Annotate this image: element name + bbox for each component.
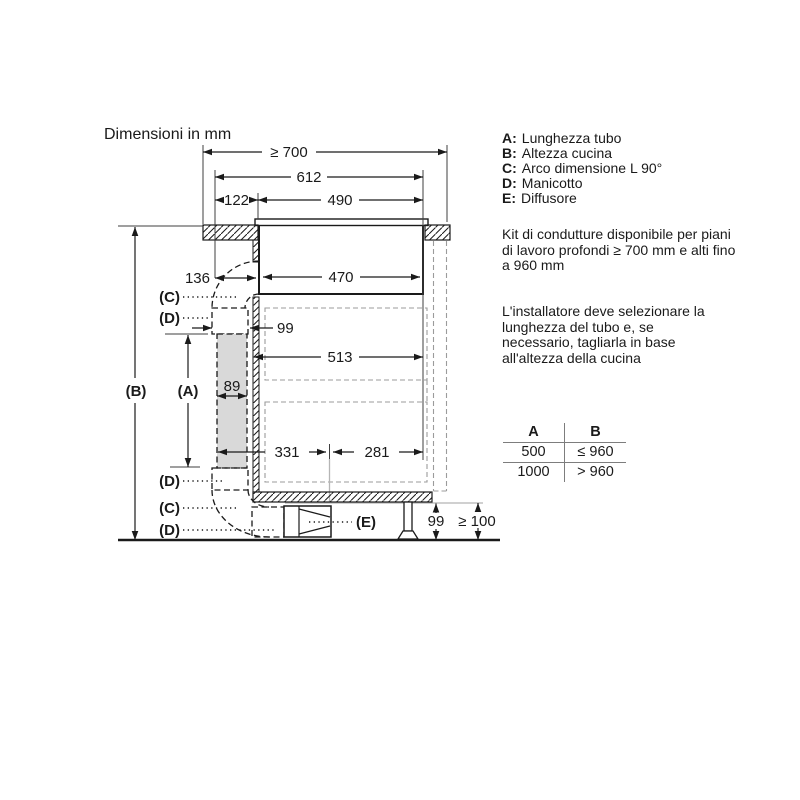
legend-label-d: Manicotto [521, 175, 583, 191]
legend-item-d [502, 176, 662, 191]
note-installer: L'installatore deve selezionare la lunghezza del tubo e, se necessario, tagliarla in base all'altezza della cucina [502, 303, 705, 366]
dim-diffuser-height: 99 [427, 513, 445, 530]
legend-item-a [502, 131, 662, 146]
legend-key-c: C: [502, 160, 517, 176]
dim-plinth-min-height: ≥ 100 [458, 513, 496, 530]
table-header-row [503, 423, 626, 443]
tube [217, 334, 247, 468]
table-row [503, 443, 626, 463]
legend-label-b: Altezza cucina [521, 145, 613, 161]
sleeve-bottom [212, 468, 248, 490]
sleeve-horizontal [252, 507, 284, 537]
dim-worktop-min-depth: ≥ 700 [270, 144, 308, 161]
table-cell-b1: ≤ 960 [565, 443, 627, 463]
callout-D-top: (D) [159, 310, 180, 327]
sleeve-top [212, 308, 248, 334]
dim-bottom-front: 331 [274, 444, 300, 461]
legend-label-e: Diffusore [521, 190, 577, 206]
callout-C-top: (C) [159, 289, 180, 306]
callout-B: (B) [125, 383, 147, 400]
legend-label-a: Lunghezza tubo [521, 130, 622, 146]
callout-D-bottom: (D) [159, 522, 180, 539]
legend-label-c: Arco dimensione L 90° [521, 160, 663, 176]
legend-list [502, 131, 662, 206]
table-header-b: B [565, 423, 627, 443]
cabinet-leg-foot [398, 531, 418, 539]
worktop-left [203, 225, 258, 240]
legend-item-b [502, 146, 662, 161]
cabinet-back-panel [253, 297, 259, 492]
callout-C-bottom: (C) [159, 500, 180, 517]
page-title: Dimensioni in mm [104, 126, 232, 143]
table-row [503, 463, 626, 483]
dim-bottom-rear: 281 [364, 444, 390, 461]
table-cell-a1: 500 [503, 443, 565, 463]
dim-hob-body-depth: 470 [328, 269, 354, 286]
dim-hob-total-depth: 612 [296, 169, 322, 186]
dim-cutout-depth: 490 [327, 192, 353, 209]
table-cell-b2: > 960 [577, 464, 614, 480]
dim-rear-duct-space: 136 [184, 270, 210, 287]
note-duct-kit: Kit di condutture disponibile per piani di lavoro profondi ≥ 700 mm e alti fino a 960 mm [502, 226, 736, 273]
dim-duct-clearance: 99 [277, 320, 294, 337]
tube-length-table [503, 423, 626, 482]
cabinet-leg [404, 502, 412, 531]
legend-item-c [502, 161, 662, 176]
dim-inner-depth: 513 [327, 349, 353, 366]
callout-D-mid: (D) [159, 473, 180, 490]
hob-top-plate [255, 219, 428, 226]
elbow-top-outer-arc [212, 261, 259, 308]
table-header-a: A [503, 423, 565, 443]
legend-key-d: D: [502, 175, 517, 191]
legend-key-e: E: [502, 190, 516, 206]
extension-lines [165, 145, 447, 467]
legend-item-e [502, 191, 662, 206]
dim-tube-width: 89 [223, 378, 241, 395]
dim-front-offset: 122 [223, 192, 250, 209]
worktop-right [425, 225, 450, 240]
callout-E: (E) [356, 514, 376, 531]
cabinet-bottom-panel [253, 492, 432, 502]
legend-key-b: B: [502, 145, 517, 161]
legend-key-a: A: [502, 130, 517, 146]
callout-A: (A) [177, 383, 199, 400]
cabinet-wall-upper [253, 240, 259, 262]
table-cell-a2: 1000 [503, 463, 565, 483]
